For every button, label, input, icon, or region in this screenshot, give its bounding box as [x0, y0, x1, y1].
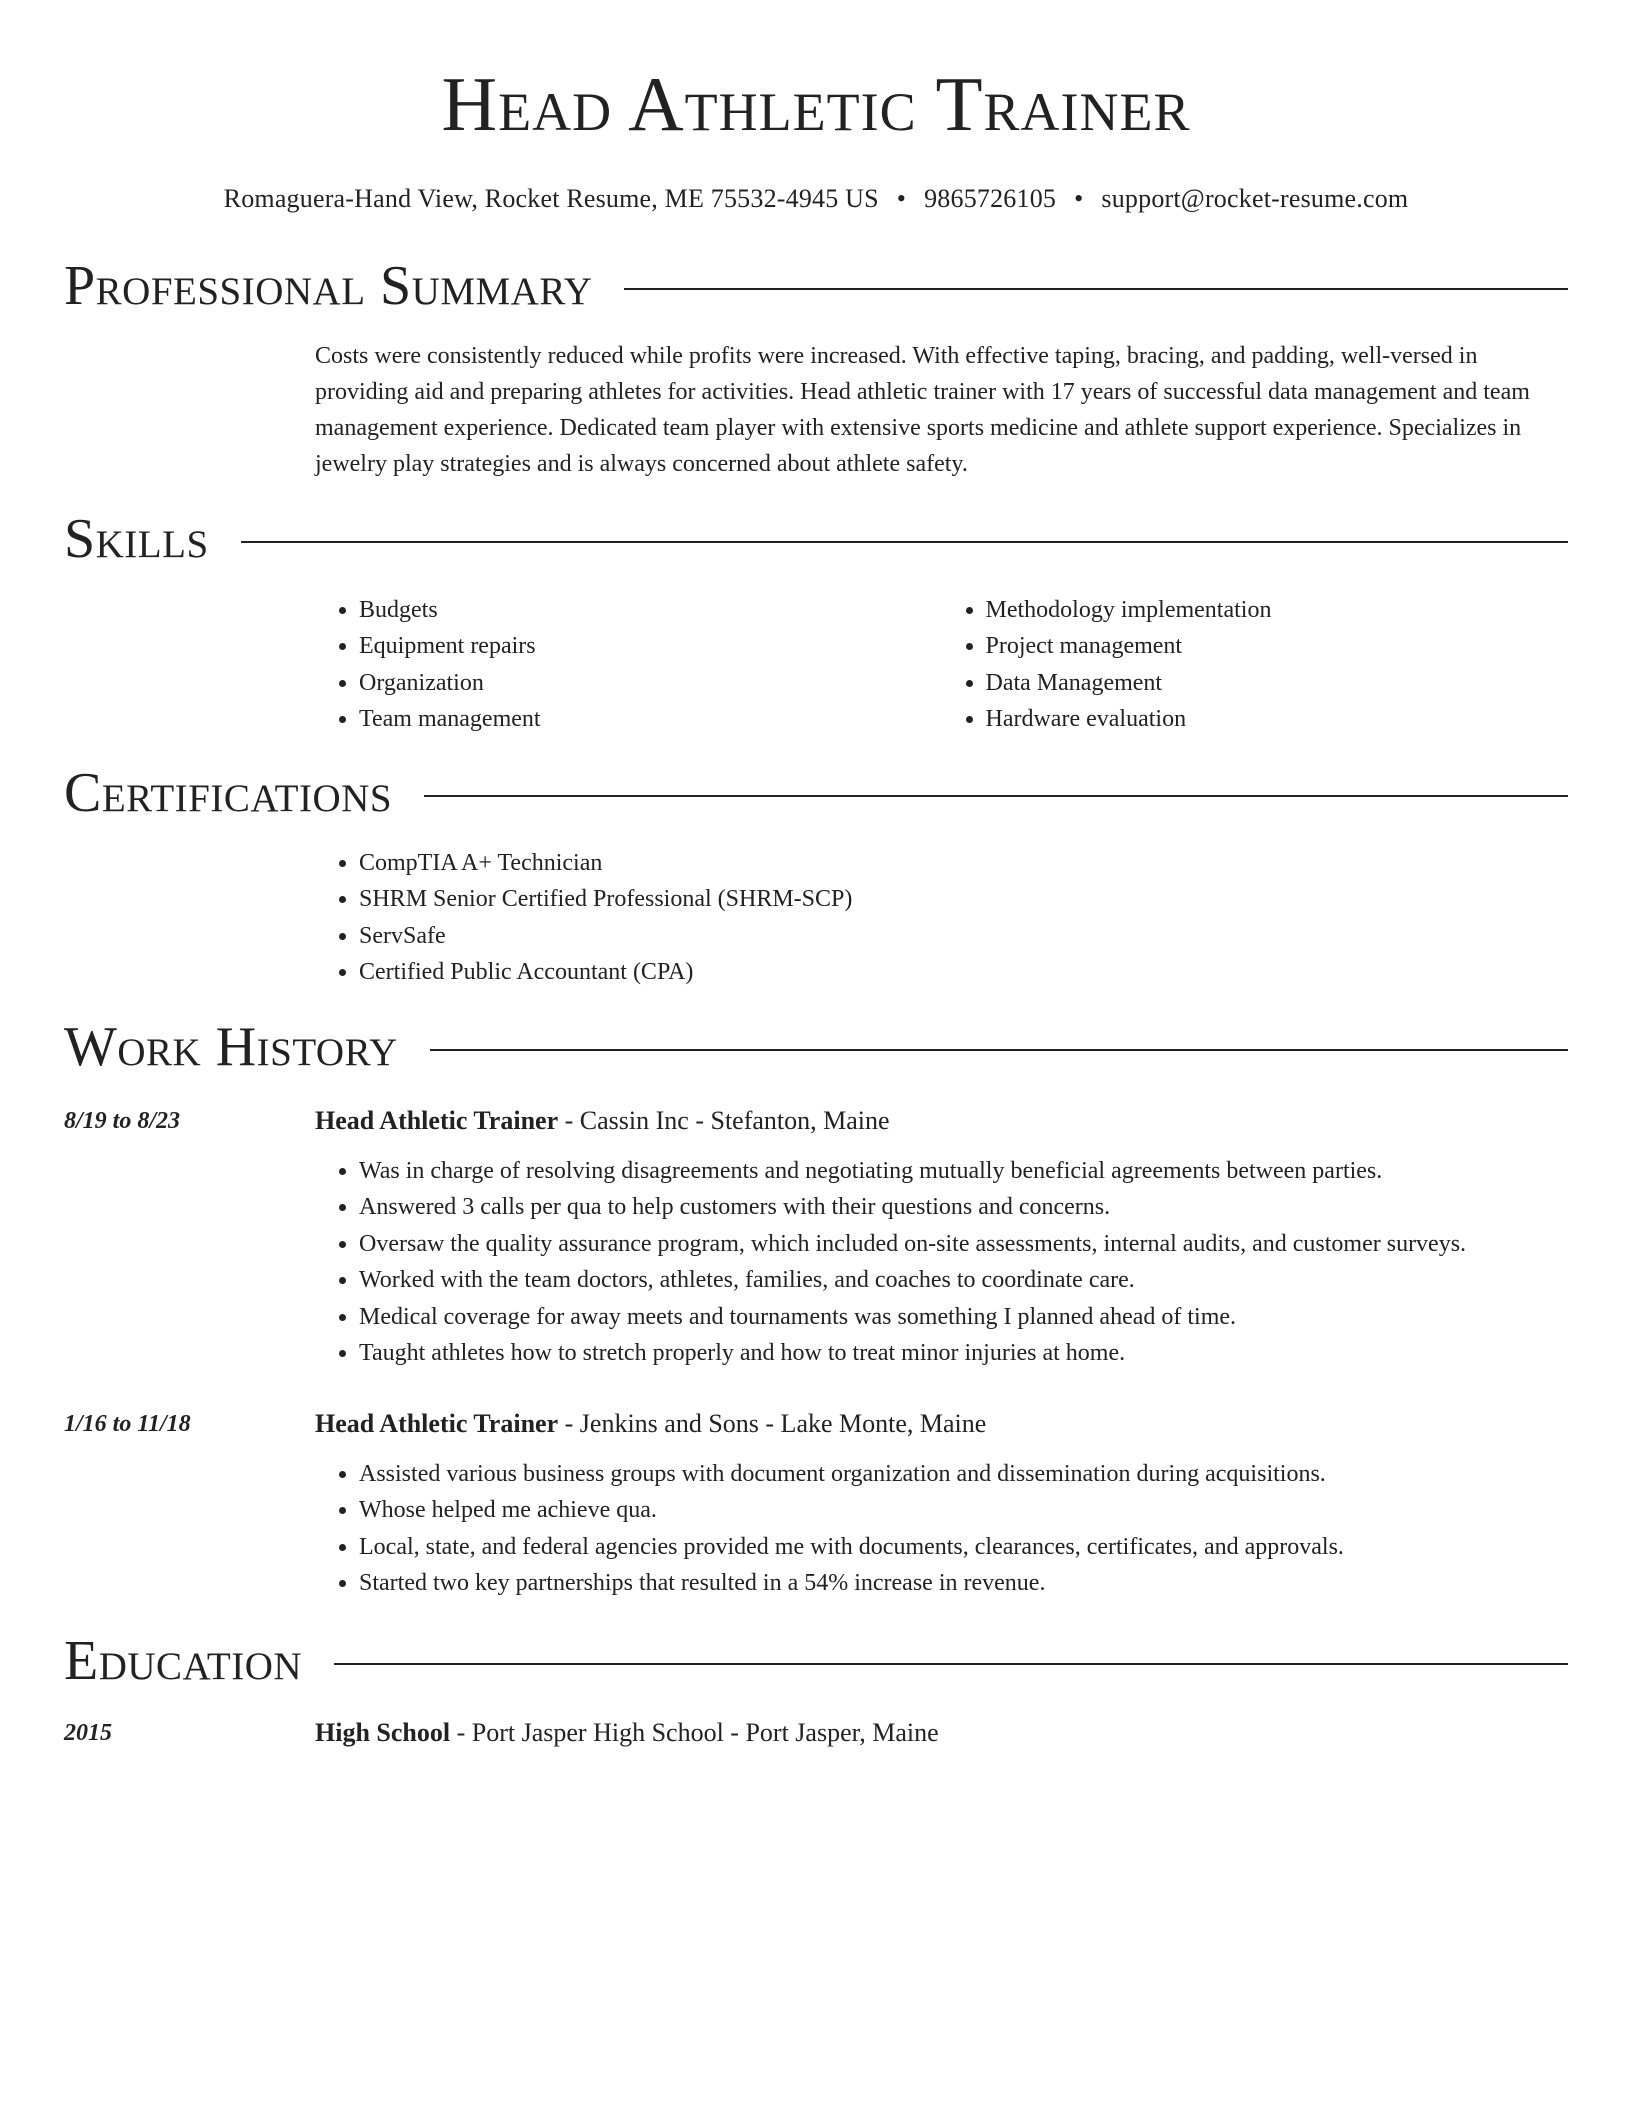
- list-item: • Organization: [359, 665, 942, 701]
- job-details: - Jenkins and Sons - Lake Monte, Maine: [558, 1409, 987, 1438]
- resume-page: [64, 0, 1568, 1747]
- list-item: • Data Management: [986, 665, 1569, 701]
- list-item: • Medical coverage for away meets and tournaments was something I planned ahead of time.: [359, 1299, 1568, 1335]
- list-item: • Answered 3 calls per qua to help customers with their questions and concerns.: [359, 1189, 1568, 1225]
- summary-block: [315, 338, 1568, 482]
- job-bullets: [315, 1153, 1568, 1371]
- section-heading: Certifications: [64, 762, 393, 824]
- skills-list-right: [942, 592, 1569, 738]
- job-role: Head Athletic Trainer: [315, 1106, 559, 1135]
- summary-text: Costs were consistently reduced while profits were increased. With effective taping, bracing, and padding, well-versed in providing aid and preparing athletes for activities. Head athletic trainer with 17 years of successful data management and team management experience. Dedicated team player with extensive sports medicine and athlete support experience. Specializes in jewelry play strategies and is always concerned about athlete safety.: [315, 343, 1530, 477]
- list-item: • Worked with the team doctors, athletes, families, and coaches to coordinate care.: [359, 1262, 1568, 1298]
- job-entry: [315, 1103, 1568, 1371]
- list-item: • Team management: [359, 701, 942, 737]
- list-item: • CompTIA A+ Technician: [359, 845, 1568, 881]
- list-item: • Budgets: [359, 592, 942, 628]
- address: Romaguera-Hand View, Rocket Resume, ME 75532-4945 US: [223, 184, 879, 213]
- list-item: • Oversaw the quality assurance program, which included on-site assessments, internal audits, and customer surveys.: [359, 1226, 1568, 1262]
- section-divider: [430, 1049, 1568, 1051]
- section-skills-header: [64, 509, 1568, 569]
- section-divider: [624, 288, 1568, 290]
- list-item: • Started two key partnerships that resulted in a 54% increase in revenue.: [359, 1565, 1568, 1601]
- list-item: • Project management: [986, 628, 1569, 664]
- certifications-list: [315, 845, 1568, 991]
- job-bullets: [315, 1456, 1568, 1602]
- section-divider: [424, 795, 1568, 797]
- job-dates: 1/16 to 11/18: [64, 1411, 191, 1437]
- job-title-line: [315, 1103, 1568, 1139]
- email: support@rocket-resume.com: [1101, 184, 1409, 213]
- separator-dot: •: [1074, 184, 1084, 213]
- separator-dot: •: [896, 184, 907, 213]
- list-item: • Certified Public Accountant (CPA): [359, 954, 1568, 990]
- list-item: • Whose helped me achieve qua.: [359, 1492, 1568, 1528]
- education-year: 2015: [64, 1720, 112, 1746]
- section-heading: Work History: [64, 1016, 398, 1078]
- education-line: [315, 1715, 1568, 1751]
- education-degree: High School: [315, 1718, 451, 1747]
- section-heading: Education: [64, 1630, 303, 1692]
- section-divider: [241, 541, 1568, 543]
- contact-line: [64, 182, 1568, 216]
- list-item: • Assisted various business groups with document organization and dissemination during acquisitions.: [359, 1456, 1568, 1492]
- list-item: • Equipment repairs: [359, 628, 942, 664]
- job-role: Head Athletic Trainer: [315, 1409, 559, 1438]
- list-item: • Methodology implementation: [986, 592, 1569, 628]
- skills-list-left: [315, 592, 942, 738]
- phone: 9865726105: [924, 184, 1057, 213]
- list-item: • ServSafe: [359, 918, 1568, 954]
- list-item: • Taught athletes how to stretch properly and how to treat minor injuries at home.: [359, 1335, 1568, 1371]
- list-item: • Hardware evaluation: [986, 701, 1569, 737]
- section-heading: Professional Summary: [64, 255, 593, 317]
- skills-block: [315, 592, 1568, 738]
- list-item: • Local, state, and federal agencies provided me with documents, clearances, certificates, and approvals.: [359, 1529, 1568, 1565]
- list-item: • SHRM Senior Certified Professional (SHRM-SCP): [359, 881, 1568, 917]
- section-heading: Skills: [64, 508, 209, 570]
- section-divider: [334, 1663, 1568, 1665]
- education-entry: [315, 1715, 1568, 1765]
- resume-title: Head Athletic Trainer: [441, 61, 1191, 147]
- certifications-block: [315, 845, 1568, 991]
- list-item: • Was in charge of resolving disagreements and negotiating mutually beneficial agreements between parties.: [359, 1153, 1568, 1189]
- section-work-header: [64, 1017, 1568, 1077]
- section-certifications-header: [64, 763, 1568, 823]
- job-title-line: [315, 1406, 1568, 1442]
- education-details: - Port Jasper High School - Port Jasper, Maine: [450, 1718, 939, 1747]
- job-entry: [315, 1406, 1568, 1602]
- job-dates: 8/19 to 8/23: [64, 1108, 181, 1134]
- section-summary-header: [64, 256, 1568, 316]
- section-education-header: [64, 1631, 1568, 1691]
- job-details: - Cassin Inc - Stefanton, Maine: [558, 1106, 890, 1135]
